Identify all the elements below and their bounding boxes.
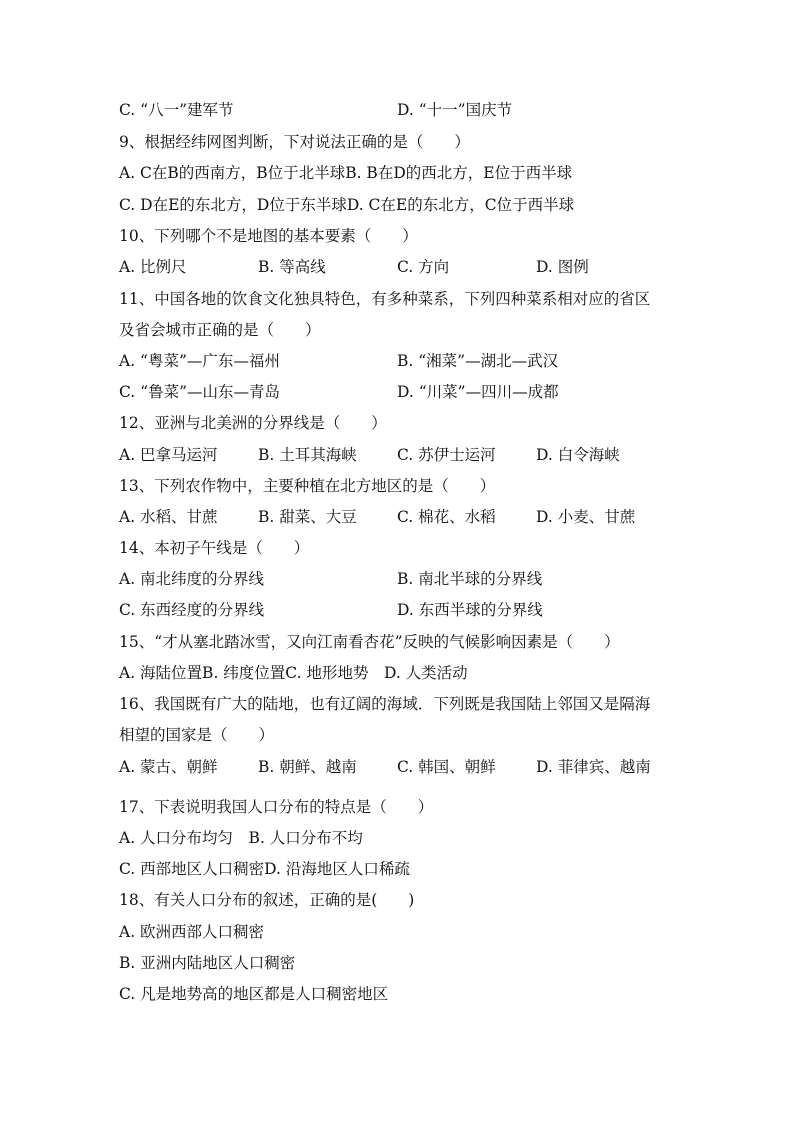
question-10: 10、下列哪个不是地图的基本要素（ ） (119, 227, 418, 245)
question-12-option-c: C. 苏伊士运河 (397, 446, 496, 464)
question-16-option-c: C. 韩国、朝鲜 (397, 758, 496, 776)
question-13-option-b: B. 甜菜、大豆 (258, 508, 357, 526)
question-16-option-d: D. 菲律宾、越南 (536, 758, 651, 776)
question-11-option-d: D. “川菜”—四川—成都 (397, 383, 559, 401)
question-14-option-a: A. 南北纬度的分界线 (119, 570, 265, 588)
question-12-option-a: A. 巴拿马运河 (119, 446, 218, 464)
question-9-options-ab: A. C在B的西南方，B位于北半球B. B在D的西北方，E位于西半球 (119, 164, 573, 182)
option-c-line1: C. “八一”建军节 (119, 101, 234, 119)
question-15-options: A. 海陆位置B. 纬度位置C. 地形地势 D. 人类活动 (119, 664, 468, 682)
question-18-option-b: B. 亚洲内陆地区人口稠密 (119, 954, 296, 972)
question-17-options-cd: C. 西部地区人口稠密D. 沿海地区人口稀疏 (119, 860, 410, 878)
question-16-line2: 相望的国家是（ ） (119, 726, 275, 744)
question-13-option-a: A. 水稻、甘蔗 (119, 508, 218, 526)
question-11-line2: 及省会城市正确的是（ ） (119, 321, 321, 339)
question-10-option-d: D. 图例 (536, 258, 589, 276)
question-9-options-cd: C. D在E的东北方，D位于东半球D. C在E的东北方，C位于西半球 (119, 196, 575, 214)
option-d-line1: D. “十一”国庆节 (397, 101, 513, 119)
question-14-option-d: D. 东西半球的分界线 (397, 601, 543, 619)
question-13: 13、下列农作物中，主要种植在北方地区的是（ ） (119, 477, 496, 495)
question-12-option-b: B. 土耳其海峡 (258, 446, 357, 464)
question-12-option-d: D. 白令海峡 (536, 446, 620, 464)
question-13-option-c: C. 棉花、水稻 (397, 508, 496, 526)
question-18-option-c: C. 凡是地势高的地区都是人口稠密地区 (119, 985, 389, 1003)
question-10-option-c: C. 方向 (397, 258, 450, 276)
question-11-option-c: C. “鲁菜”—山东—青岛 (119, 383, 281, 401)
question-17-options-ab: A. 人口分布均匀 B. 人口分布不均 (119, 829, 363, 847)
question-13-option-d: D. 小麦、甘蔗 (536, 508, 636, 526)
question-17: 17、下表说明我国人口分布的特点是（ ） (119, 798, 434, 816)
question-16-option-a: A. 蒙古、朝鲜 (119, 758, 218, 776)
question-14-option-b: B. 南北半球的分界线 (397, 570, 543, 588)
question-18-option-a: A. 欧洲西部人口稠密 (119, 923, 265, 941)
question-10-option-a: A. 比例尺 (119, 258, 187, 276)
question-9: 9、根据经纬网图判断，下对说法正确的是（ ） (119, 133, 470, 151)
question-14-option-c: C. 东西经度的分界线 (119, 601, 265, 619)
question-16-line1: 16、我国既有广大的陆地，也有辽阔的海域．下列既是我国陆上邻国又是隔海 (119, 695, 651, 713)
question-18: 18、有关人口分布的叙述，正确的是( ) (119, 891, 415, 909)
question-12: 12、亚洲与北美洲的分界线是（ ） (119, 414, 387, 432)
question-16-option-b: B. 朝鲜、越南 (258, 758, 357, 776)
question-14: 14、本初子午线是（ ） (119, 539, 310, 557)
question-15: 15、“才从塞北踏冰雪，又向江南看杏花”反映的气候影响因素是（ ） (119, 633, 620, 651)
question-11-line1: 11、中国各地的饮食文化独具特色，有多种菜系，下列四种菜系相对应的省区 (119, 290, 651, 308)
question-11-option-b: B. “湘菜”—湖北—武汉 (397, 352, 559, 370)
question-11-option-a: A. “粤菜”—广东—福州 (119, 352, 280, 370)
question-10-option-b: B. 等高线 (258, 258, 326, 276)
